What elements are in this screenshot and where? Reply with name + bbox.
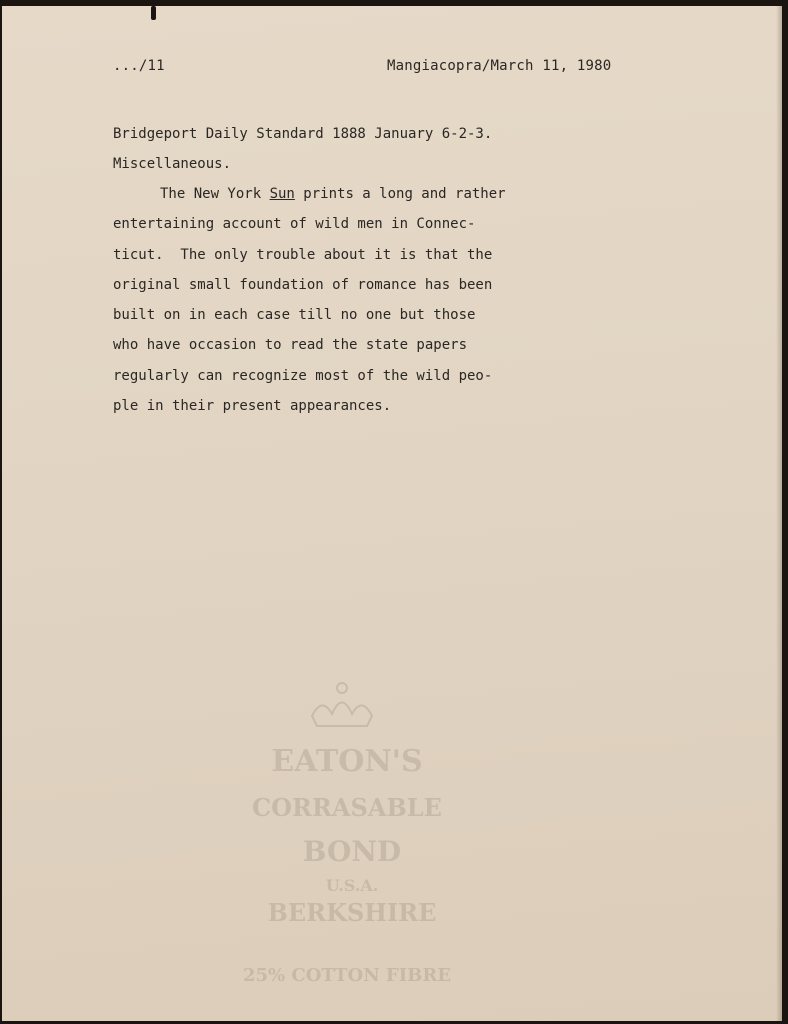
ink-mark	[151, 6, 156, 20]
crown-icon	[312, 683, 372, 726]
section-title: Miscellaneous.	[113, 156, 232, 172]
page-number: .../11	[113, 58, 165, 74]
watermark-line-1: EATON'S	[271, 744, 423, 779]
body-line: ple in their present appearances.	[113, 398, 392, 415]
source-citation-block	[113, 119, 573, 179]
author-date: Mangiacopra/March 11, 1980	[387, 58, 612, 74]
body-line: ticut. The only trouble about it is that the	[113, 246, 493, 263]
watermark-line-5: BERKSHIRE	[267, 898, 437, 927]
body-line: The New York Sun prints a long and rather	[160, 186, 506, 202]
body-line: entertaining account of wild men in Connec-	[113, 216, 476, 233]
paper-watermark	[202, 676, 492, 996]
body-paragraph	[113, 179, 553, 421]
source-citation: Bridgeport Daily Standard 1888 January 6-2-3.	[113, 126, 493, 142]
body-line: built on in each case till no one but those	[113, 307, 476, 324]
newspaper-name: Sun	[269, 186, 295, 202]
body-line: regularly can recognize most of the wild peo-	[113, 367, 493, 384]
document-page	[2, 6, 782, 1021]
watermark-line-4: U.S.A.	[325, 876, 379, 895]
watermark-line-2: CORRASABLE	[252, 793, 442, 822]
watermark-line-6: 25% COTTON FIBRE	[242, 965, 452, 986]
body-line: who have occasion to read the state papers	[113, 337, 468, 354]
body-line: original small foundation of romance has been	[113, 276, 493, 293]
watermark-line-3: BOND	[302, 835, 402, 868]
